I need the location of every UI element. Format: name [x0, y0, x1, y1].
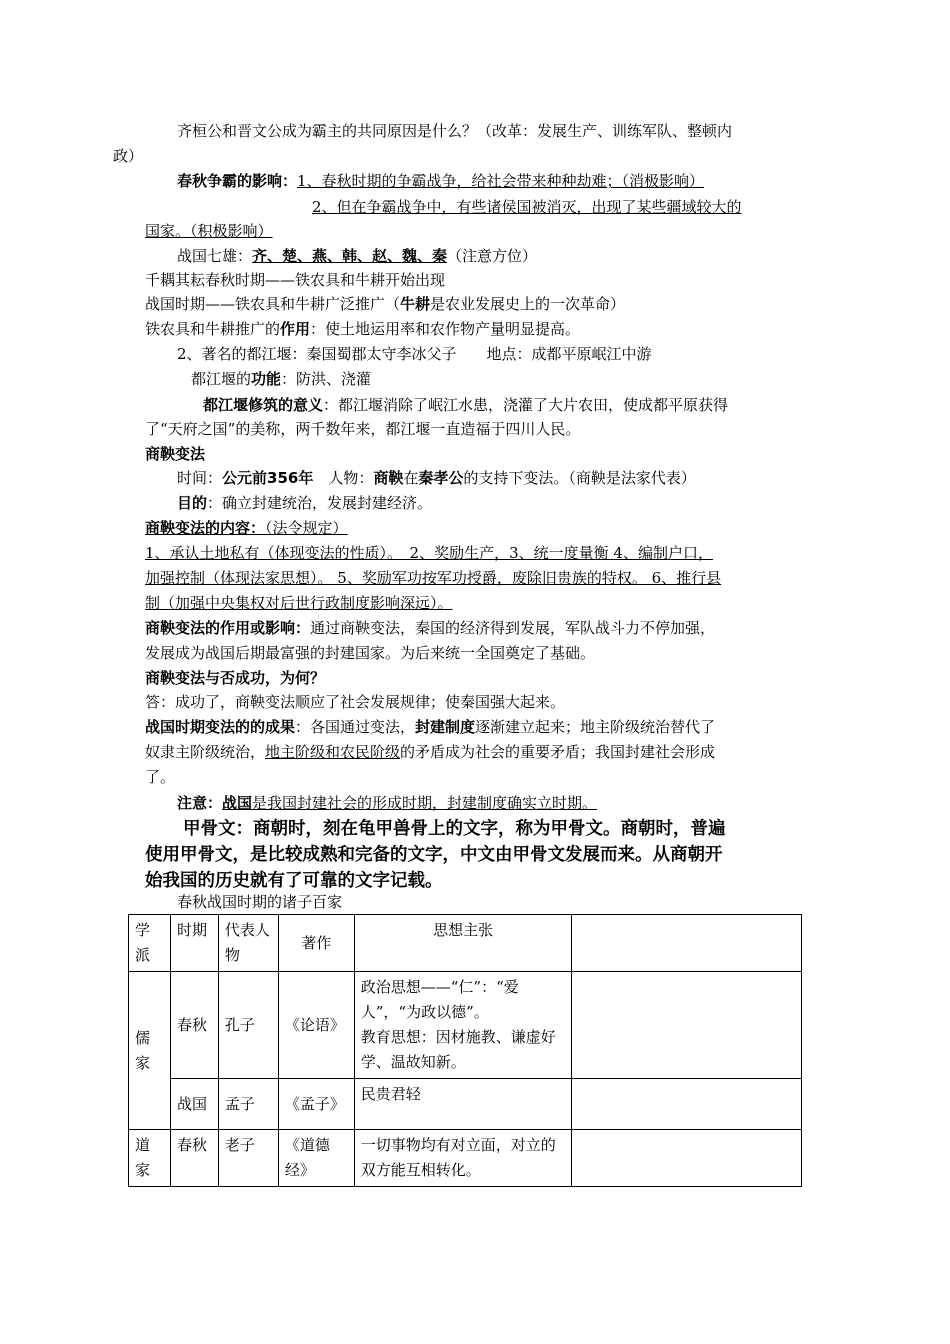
idea-education: 教育思想：因材施教、谦虚好学、温故知新。 — [360, 1028, 556, 1071]
time-text-g: 的支持下变法。（商鞅是法家代表） — [463, 469, 696, 487]
shangyang-success-question: 商鞅变法与否成功，为何？ — [145, 669, 326, 687]
note-label: 注意： — [177, 794, 223, 812]
person-cell: 老子 — [218, 1130, 278, 1187]
work-cell: 《孟子》 — [278, 1079, 354, 1130]
shangyang-content-1: 1、承认土地私有（体现变法的性质）。 2、奖励生产，3、统一度量衡 4、编制户口， — [145, 544, 713, 562]
influence-point-1: 1、春秋时期的争霸战争，给社会带来种种劫难；（消极影响） — [297, 172, 705, 190]
shangyang-impact-line — [145, 616, 805, 641]
warring-text-a: 战国时期——铁农具和牛耕广泛推广（ — [145, 295, 401, 313]
effect-text-a: 铁农具和牛耕推广的 — [145, 320, 281, 338]
question-line: 齐桓公和晋文公成为霸主的共同原因是什么？（改革：发展生产、训练军队、整顿内 — [177, 122, 733, 140]
period-cell: 春秋 — [170, 1130, 218, 1187]
effect-text-bold: 作用 — [280, 320, 311, 338]
header-school: 学派 — [129, 915, 171, 972]
empty-cell — [572, 1130, 802, 1187]
shangyang-heading: 商鞅变法 — [145, 445, 206, 463]
oracle-line-1: 甲骨文：商朝时，刻在龟甲兽骨上的文字，称为甲骨文。商朝时，普遍 — [183, 819, 726, 839]
idea-political: 政治思想——“仁”：“爱人”，“为政以德”。 — [360, 978, 519, 1021]
influence-line — [177, 169, 807, 194]
results-label: 战国时期变法的的成果 — [145, 718, 296, 736]
spring-autumn-line: 千耦其耘春秋时期——铁农具和牛耕开始出现 — [145, 271, 446, 289]
note-text: 是我国封建社会的形成时期，封建制度确实立时期。 — [252, 794, 598, 812]
impact-label: 商鞅变法的作用或影响： — [145, 619, 311, 637]
school-daojia: 道家 — [129, 1130, 171, 1187]
oracle-line-3: 始我国的历史就有了可靠的文字记载。 — [145, 871, 443, 891]
question-continuation: 政） — [113, 147, 144, 165]
results-t3: 逐渐建立起来；地主阶级统治替代了 — [475, 718, 716, 736]
person-cell: 孟子 — [218, 1079, 278, 1130]
king-name: 秦孝公 — [418, 469, 464, 487]
table-caption: 春秋战国时期的诸子百家 — [177, 893, 343, 911]
results-t1: ：各国通过变法， — [295, 718, 416, 736]
effect-text-c: ：使土地运用率和农作物产量明显提高。 — [310, 320, 581, 338]
period-cell: 春秋 — [170, 972, 218, 1079]
warring-text-bold: 牛耕 — [400, 295, 431, 313]
time-year: 公元前356年 — [222, 469, 314, 487]
func-text-c: ：防洪、浇灌 — [281, 370, 372, 388]
func-text-a: 都江堰的 — [191, 370, 252, 388]
influence-label: 春秋争霸的影响： — [177, 172, 298, 190]
table-row — [129, 972, 802, 1079]
warring-states-line — [145, 292, 800, 317]
idea-cell: 民贵君轻 — [354, 1079, 572, 1130]
meaning-text: ：都江堰消除了岷江水患，浇灌了大片农田，使成都平原获得 — [323, 396, 729, 414]
shangyang-content-3: 制（加强中央集权对后世行政制度影响深远）。 — [145, 594, 453, 612]
content-note: （法令规定） — [265, 519, 348, 537]
work-cell: 《论语》 — [278, 972, 354, 1079]
header-period: 时期 — [170, 915, 218, 972]
shangyang-content-2: 加强控制（体现法家思想）。 5、奖励军功按军功授爵，废除旧贵族的特权。 6、推行县 — [145, 569, 722, 587]
influence-point-2a: 2、但在争霸战争中，有些诸侯国被消灭，出现了某些疆域较大的 — [312, 198, 742, 216]
note-bold: 战国 — [222, 794, 253, 812]
results-t5: 地主阶级和农民阶级 — [265, 743, 401, 761]
dujiangyan-meaning-line — [203, 393, 803, 418]
results-t2: 封建制度 — [415, 718, 476, 736]
influence-point-2-cont — [145, 219, 800, 244]
impact-text: 通过商鞅变法，秦国的经济得到发展，军队战斗力不停加强， — [310, 619, 716, 637]
header-idea: 思想主张 — [354, 915, 572, 972]
schools-table — [128, 914, 802, 1187]
goal-label: 目的 — [177, 494, 208, 512]
shangyang-content-heading — [145, 516, 800, 541]
dujiangyan-line: 2、著名的都江堰：秦国蜀郡太守李冰父子 地点：成都平原岷江中游 — [177, 345, 652, 363]
oracle-line-2: 使用甲骨文，是比较成熟和完备的文字，中文由甲骨文发展而来。从商朝开 — [145, 845, 723, 865]
meaning-label: 都江堰修筑的意义 — [203, 396, 324, 414]
table-row — [129, 1130, 802, 1187]
idea-cell: 一切事物均有对立面，对立的双方能互相转化。 — [354, 1130, 572, 1187]
idea-cell — [354, 972, 572, 1079]
header-person: 代表人物 — [218, 915, 278, 972]
seven-states-label: 战国七雄： — [177, 247, 253, 265]
warring-text-c: 是农业发展史上的一次革命） — [430, 295, 626, 313]
content-label: 商鞅变法的内容： — [145, 519, 266, 537]
influence-point-2b: 国家。（积极影响） — [145, 222, 273, 240]
header-empty — [572, 915, 802, 972]
period-cell: 战国 — [170, 1079, 218, 1130]
empty-cell — [572, 972, 802, 1079]
dujiangyan-function-line — [191, 367, 846, 392]
time-text-e: 在 — [403, 469, 419, 487]
results-line-2 — [145, 740, 805, 765]
shangyang-goal-line — [177, 491, 832, 516]
person-name: 商鞅 — [373, 469, 404, 487]
func-text-bold: 功能 — [251, 370, 282, 388]
shangyang-success-answer: 答：成功了，商鞅变法顺应了社会发展规律；使秦国强大起来。 — [145, 693, 566, 711]
header-work: 著作 — [278, 915, 354, 972]
work-cell: 《道德经》 — [278, 1130, 354, 1187]
question-paragraph — [113, 119, 800, 169]
results-t6: 的矛盾成为社会的重要矛盾；我国封建社会形成 — [400, 743, 716, 761]
results-line — [145, 715, 805, 740]
influence-point-2 — [312, 195, 807, 220]
shangyang-impact-cont: 发展成为战国后期最富强的封建国家。为后来统一全国奠定了基础。 — [145, 644, 596, 662]
seven-states-line — [177, 244, 832, 269]
empty-cell — [572, 1079, 802, 1130]
seven-states-list: 齐、楚、燕、韩、赵、魏、秦 — [252, 247, 448, 265]
table-header-row — [129, 915, 802, 972]
goal-text: ：确立封建统治，发展封建经济。 — [207, 494, 433, 512]
iron-tools-effect-line — [145, 317, 800, 342]
person-cell: 孔子 — [218, 972, 278, 1079]
shangyang-time-line — [177, 466, 832, 491]
seven-states-note: （注意方位） — [447, 247, 538, 265]
person-label: 人物： — [313, 469, 374, 487]
school-rujia: 儒家 — [129, 972, 171, 1130]
table-row — [129, 1079, 802, 1130]
results-line-3: 了。 — [145, 768, 176, 786]
dujiangyan-meaning-cont: 了“天府之国”的美称，两千数年来，都江堰一直造福于四川人民。 — [145, 420, 581, 438]
results-t4: 奴隶主阶级统治， — [145, 743, 266, 761]
note-line — [177, 791, 832, 816]
time-label: 时间： — [177, 469, 223, 487]
